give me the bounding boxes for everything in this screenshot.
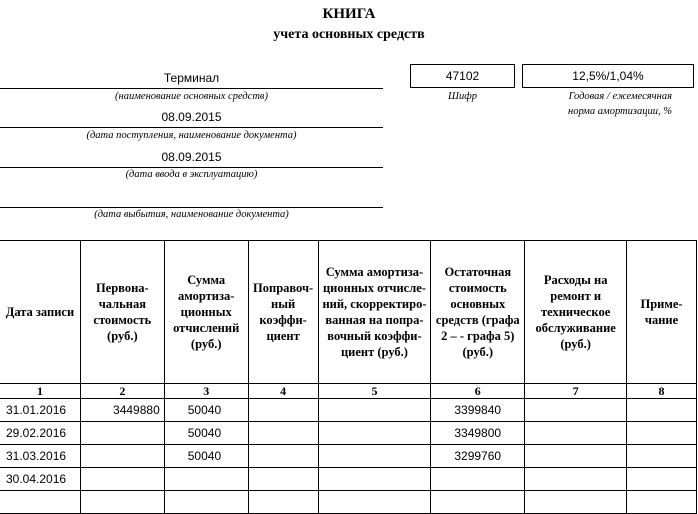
cell-coefficient — [248, 468, 318, 491]
column-number: 2 — [80, 384, 164, 399]
column-number: 3 — [164, 384, 248, 399]
cell-repairs — [525, 491, 627, 514]
cell-initial-cost — [80, 445, 164, 468]
code-box — [410, 64, 515, 88]
rate-caption-line2: норма амортизации, % — [567, 106, 672, 117]
commission-date-value: 08.09.2015 — [161, 150, 222, 164]
commission-caption: (дата ввода в эксплуатацию) — [125, 169, 258, 180]
cell-residual-value: 3349800 — [431, 422, 525, 445]
header-repairs: Расходы на ремонт и техническое обслуживание (руб.) — [525, 241, 627, 384]
cell-adjusted-depreciation — [318, 445, 431, 468]
cell-residual-value: 3399840 — [431, 399, 525, 422]
cell-repairs — [525, 399, 627, 422]
rate-box — [522, 64, 694, 88]
commission-date-line — [0, 167, 383, 168]
cell-depreciation: 50040 — [164, 445, 248, 468]
cell-note — [627, 422, 697, 445]
rate-caption-line1: Годовая / ежемесячная — [568, 91, 672, 102]
code-value: 47102 — [445, 69, 480, 83]
cell-initial-cost — [80, 491, 164, 514]
cell-depreciation: 50040 — [164, 422, 248, 445]
table-row — [0, 491, 697, 514]
cell-note — [627, 399, 697, 422]
asset-name-value: Терминал — [163, 71, 220, 85]
cell-adjusted-depreciation — [318, 399, 431, 422]
cell-residual-value: 3299760 — [431, 445, 525, 468]
asset-name-line — [0, 88, 383, 89]
cell-date: 31.01.2016 — [0, 399, 80, 422]
table-row — [0, 422, 697, 445]
cell-repairs — [525, 445, 627, 468]
cell-initial-cost — [80, 422, 164, 445]
disposal-caption: (дата выбытия, наименование документа) — [94, 209, 289, 220]
cell-residual-value — [431, 491, 525, 514]
cell-repairs — [525, 422, 627, 445]
column-number: 8 — [627, 384, 697, 399]
cell-depreciation — [164, 468, 248, 491]
assets-table — [0, 240, 697, 514]
disposal-date-line — [0, 207, 383, 208]
column-number: 5 — [318, 384, 431, 399]
column-number: 1 — [0, 384, 80, 399]
column-number: 7 — [525, 384, 627, 399]
cell-coefficient — [248, 445, 318, 468]
cell-date — [0, 491, 80, 514]
cell-adjusted-depreciation — [318, 468, 431, 491]
cell-date: 31.03.2016 — [0, 445, 80, 468]
header-date: Дата записи — [0, 241, 80, 384]
cell-adjusted-depreciation — [318, 491, 431, 514]
header-initial-cost: Первона-чальная стоимость (руб.) — [80, 241, 164, 384]
cell-note — [627, 445, 697, 468]
code-caption: Шифр — [448, 91, 477, 102]
cell-note — [627, 468, 697, 491]
cell-repairs — [525, 468, 627, 491]
cell-initial-cost: 3449880 — [80, 399, 164, 422]
header-adjusted-depreciation: Сумма амортиза-ционных отчисле-ний, скорректиро-ванная на попра-вочный коэффи-циент (руб.) — [318, 241, 431, 384]
cell-depreciation: 50040 — [164, 399, 248, 422]
asset-name-caption: (наименование основных средств) — [115, 91, 268, 102]
receipt-caption: (дата поступления, наименование документа) — [86, 130, 297, 141]
cell-coefficient — [248, 491, 318, 514]
rate-value: 12,5%/1,04% — [572, 69, 644, 83]
table-row — [0, 445, 697, 468]
receipt-date-line — [0, 127, 383, 128]
header-coefficient: Поправоч-ный коэффи-циент — [248, 241, 318, 384]
column-number: 4 — [248, 384, 318, 399]
cell-date: 29.02.2016 — [0, 422, 80, 445]
page-title: КНИГА — [322, 6, 376, 22]
header-note: Приме-чание — [627, 241, 697, 384]
cell-date: 30.04.2016 — [0, 468, 80, 491]
cell-residual-value — [431, 468, 525, 491]
header-depreciation: Сумма амортиза-ционных отчислений (руб.) — [164, 241, 248, 384]
receipt-date-value: 08.09.2015 — [161, 110, 222, 124]
column-number: 6 — [431, 384, 525, 399]
cell-note — [627, 491, 697, 514]
cell-initial-cost — [80, 468, 164, 491]
table-row — [0, 468, 697, 491]
cell-adjusted-depreciation — [318, 422, 431, 445]
table-row — [0, 399, 697, 422]
header-residual-value: Остаточная стоимость основных средств (графа 2 – - графа 5) (руб.) — [431, 241, 525, 384]
cell-depreciation — [164, 491, 248, 514]
cell-coefficient — [248, 399, 318, 422]
cell-coefficient — [248, 422, 318, 445]
page-subtitle: учета основных средств — [273, 27, 425, 42]
